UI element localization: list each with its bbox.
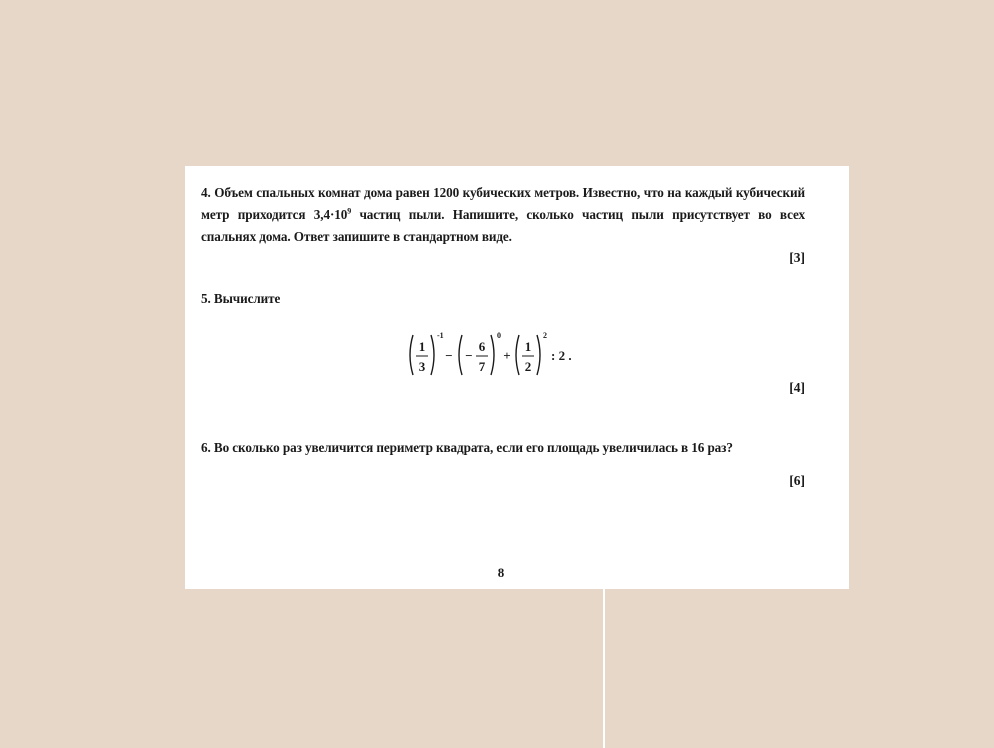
term1-exponent: -1 (437, 331, 444, 340)
operator-minus: − (445, 348, 453, 363)
term1-denominator: 3 (418, 359, 426, 374)
problem-6-text: 6. Во сколько раз увеличится периметр квадрата, если его площадь увеличилась в 16 раз? (201, 440, 733, 455)
problem-5-formula (407, 329, 587, 381)
term1-numerator: 1 (418, 339, 426, 354)
background-divider (603, 589, 605, 748)
problem-4-score: [3] (789, 250, 805, 265)
problem-5-score: [4] (789, 380, 805, 395)
term2-sign: − (465, 348, 473, 363)
problem-4-text: 4. Объем спальных комнат дома равен 1200 кубических метров. Известно, что на каждый кубический метр приходится $3,4\cdot 10^9$ частиц пыли. Напишите, сколько частиц пыли присутствует во всех спальнях дома. Ответ запишите в стандартном виде. (201, 185, 805, 244)
problem-4-exponent: 9 (347, 206, 352, 216)
term2-exponent: 0 (497, 331, 501, 340)
operator-plus: + (503, 348, 511, 363)
formula-tail: : 2 . (551, 348, 572, 363)
problem-5-text: 5. Вычислите (201, 291, 281, 306)
term2-denominator: 7 (478, 359, 486, 374)
problem-6-score: [6] (789, 473, 805, 488)
term3-numerator: 1 (524, 339, 532, 354)
document-page (185, 166, 849, 589)
term3-exponent: 2 (543, 331, 547, 340)
term3-denominator: 2 (524, 359, 532, 374)
term2-numerator: 6 (478, 339, 486, 354)
page-number: 8 (497, 565, 505, 580)
